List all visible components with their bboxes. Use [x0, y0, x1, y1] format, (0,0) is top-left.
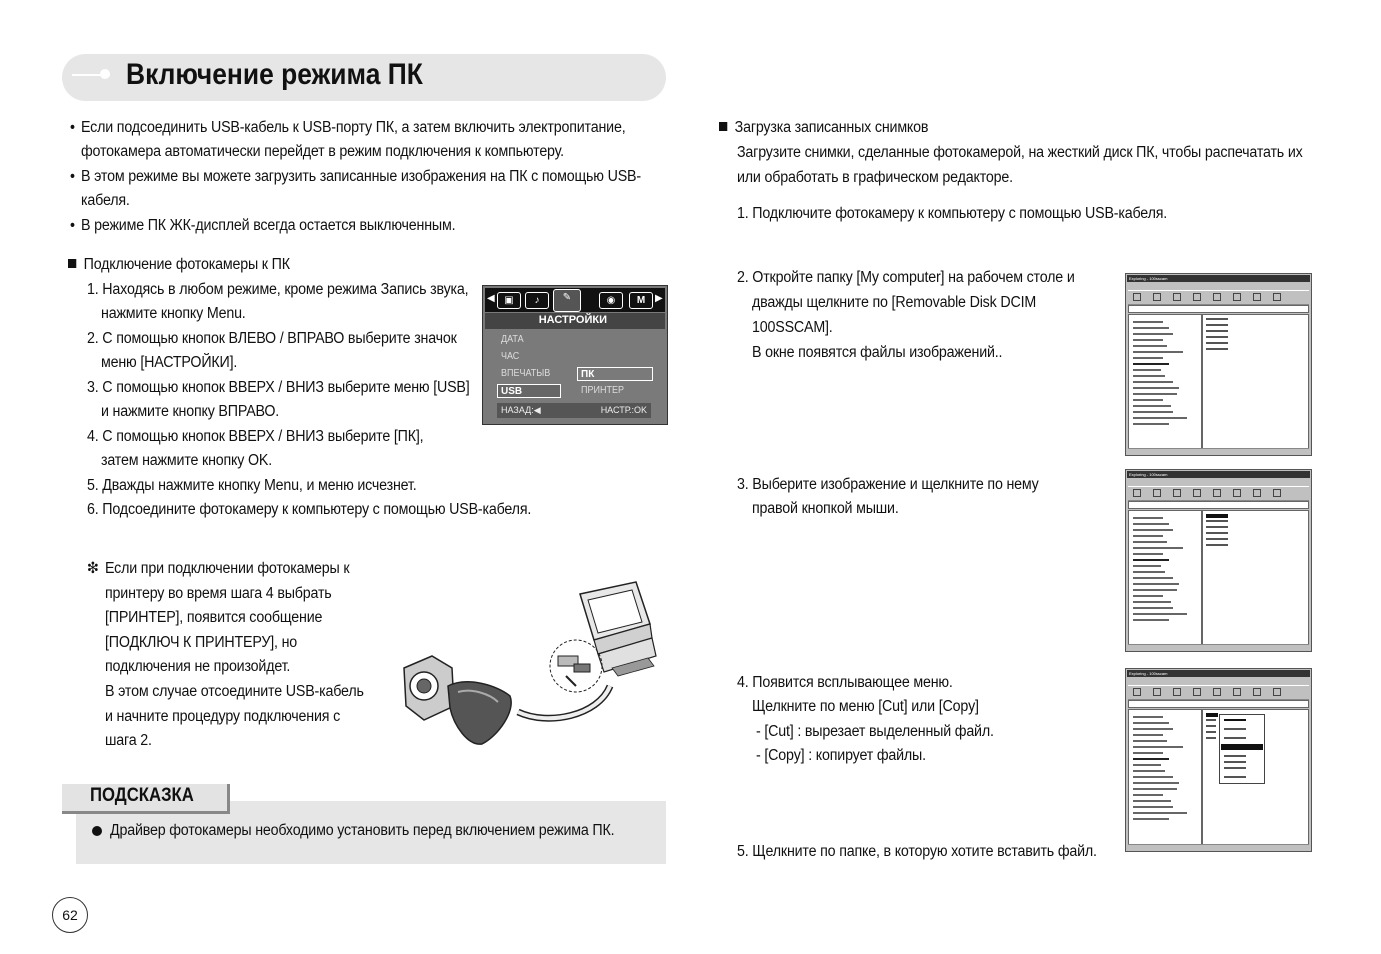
tab-left-arrow-icon: ◀: [487, 293, 495, 304]
settings-wrench-icon: ✎: [553, 289, 581, 312]
download-step-3-line-1: 3. Выберите изображение и щелкните по нему: [737, 476, 1039, 493]
download-heading-text: Загрузка записанных снимков: [734, 119, 929, 136]
tab-right-arrow-icon: ▶: [655, 293, 663, 304]
usb-plug-zoom-icon: [550, 640, 602, 692]
note-line-8: шага 2.: [105, 732, 152, 749]
intro-bullet-1-line-1: Если подсоединить USB-кабель к USB-порту ПК, а затем включить электропитание,: [81, 119, 626, 136]
hint-bullet-icon: [92, 826, 102, 836]
note-line-1: Если при подключении фотокамеры к: [105, 560, 350, 577]
step-3-line-1: 3. С помощью кнопок ВВЕРХ / ВНИЗ выберите меню [USB]: [87, 379, 470, 396]
footer-back: НАЗАД:◀: [501, 405, 541, 415]
note-line-6: В этом случае отсоедините USB-кабель: [105, 683, 364, 700]
download-step-2-line-3: 100SSCAM].: [752, 319, 833, 336]
download-intro-line-2: или обработать в графическом редакторе.: [737, 169, 1013, 186]
note-line-4: [ПОДКЛЮЧ К ПРИНТЕРУ], но: [105, 634, 298, 651]
menu-item-imprint: ВПЕЧАТЫВ: [501, 368, 551, 379]
note-line-2: принтеру во время шага 4 выбрать: [105, 585, 332, 602]
mode-m-tab-icon: M: [629, 292, 653, 309]
camera-menu-tabs: [485, 288, 665, 312]
connect-section-heading: [68, 253, 290, 278]
intro-bullet-2-line-2: кабеля.: [81, 192, 130, 209]
explorer-address-bar: [1128, 305, 1309, 313]
intro-bullet-marker: •: [70, 168, 75, 185]
explorer-title-bar: [1127, 670, 1310, 677]
explorer-title-text: Exploring - 100sscam: [1129, 472, 1168, 477]
step-3-line-2: и нажмите кнопку ВПРАВО.: [101, 403, 280, 420]
explorer-status-bar: [1128, 448, 1309, 454]
explorer-window-step-4: [1125, 668, 1312, 852]
camera-menu-header: [485, 313, 665, 329]
explorer-title-bar: [1127, 471, 1310, 478]
square-bullet-icon: [68, 259, 76, 268]
option-printer: ПРИНТЕР: [581, 385, 624, 396]
step-2-line-1: 2. С помощью кнопок ВЛЕВО / ВПРАВО выберите значок: [87, 330, 457, 347]
hand-holding-camera-icon: [448, 682, 511, 744]
explorer-toolbar: [1128, 486, 1309, 501]
step-4-line-2: затем нажмите кнопку OK.: [101, 452, 273, 469]
note-line-5: подключения не произойдет.: [105, 658, 291, 675]
explorer-file-list: [1202, 510, 1309, 645]
download-intro-line-1: Загрузите снимки, сделанные фотокамерой, на жесткий диск ПК, чтобы распечатать их: [737, 144, 1303, 161]
download-step-1: 1. Подключите фотокамеру к компьютеру с помощью USB-кабеля.: [737, 205, 1168, 222]
computer-monitor-icon: [580, 582, 656, 676]
menu-item-usb: USB: [497, 384, 561, 398]
explorer-menu-bar: [1128, 678, 1309, 684]
intro-bullet-3: В режиме ПК ЖК-дисплей всегда остается выключенным.: [81, 217, 456, 234]
download-step-4-line-2: Щелкните по меню [Cut] или [Copy]: [752, 698, 979, 715]
explorer-menu-bar: [1128, 283, 1309, 289]
step-2-line-2: меню [НАСТРОЙКИ].: [101, 354, 238, 371]
display-tab-icon: ▣: [497, 292, 521, 309]
context-menu: [1219, 714, 1265, 784]
explorer-folder-tree: [1128, 314, 1202, 449]
intro-bullet-2-line-1: В этом режиме вы можете загрузить записанные изображения на ПК с помощью USB-: [81, 168, 641, 185]
step-1-line-1: 1. Находясь в любом режиме, кроме режима Запись звука,: [87, 281, 469, 298]
explorer-title-bar: [1127, 275, 1310, 282]
hint-text: Драйвер фотокамеры необходимо установить перед включением режима ПК.: [110, 822, 615, 839]
explorer-folder-tree: [1128, 709, 1202, 845]
intro-bullet-1-line-2: фотокамера автоматически перейдет в режим подключения к компьютеру.: [81, 143, 564, 160]
connect-heading-text: Подключение фотокамеры к ПК: [83, 256, 290, 273]
explorer-window-step-3: [1125, 469, 1312, 652]
explorer-address-bar: [1128, 700, 1309, 708]
page-title: Включение режима ПК: [126, 58, 423, 91]
sound-tab-icon: ♪: [525, 292, 549, 309]
download-step-4-line-1: 4. Появится всплывающее меню.: [737, 674, 953, 691]
menu-item-time: ЧАС: [501, 351, 520, 362]
download-section-heading: [719, 116, 928, 141]
page-number: 62: [52, 897, 88, 933]
note-asterisk-icon: ❇: [87, 560, 99, 577]
download-step-3-line-2: правой кнопкой мыши.: [752, 500, 899, 517]
menu-item-date: ДАТА: [501, 334, 524, 345]
camera-menu-footer: [497, 403, 651, 418]
download-step-2-line-4: В окне появятся файлы изображений..: [752, 344, 1003, 361]
intro-bullet-marker: •: [70, 119, 75, 136]
explorer-address-bar: [1128, 501, 1309, 509]
explorer-title-text: Exploring - 100sscam: [1129, 276, 1168, 281]
option-pc: ПК: [577, 367, 653, 381]
square-bullet-icon: [719, 122, 727, 131]
camera-menu-header-text: НАСТРОЙКИ: [538, 314, 607, 326]
step-4-line-1: 4. С помощью кнопок ВВЕРХ / ВНИЗ выберите [ПК],: [87, 428, 424, 445]
step-6: 6. Подсоедините фотокамеру к компьютеру с помощью USB-кабеля.: [87, 501, 532, 518]
digital-camera-icon: [404, 656, 454, 720]
note-line-7: и начните процедуру подключения с: [105, 708, 341, 725]
intro-bullet-marker: •: [70, 217, 75, 234]
explorer-toolbar: [1128, 290, 1309, 305]
footer-ok: НАСТР.:OK: [600, 405, 647, 415]
step-5: 5. Дважды нажмите кнопку Menu, и меню исчезнет.: [87, 477, 417, 494]
explorer-menu-bar: [1128, 479, 1309, 485]
hint-label: ПОДСКАЗКА: [90, 785, 194, 806]
download-step-4-cut: - [Cut] : вырезает выделенный файл.: [756, 723, 994, 740]
camera-tab-icon: ◉: [599, 292, 623, 309]
explorer-title-text: Exploring - 100sscam: [1129, 671, 1168, 676]
explorer-file-list: [1202, 709, 1309, 845]
download-step-2-line-2: дважды щелкните по [Removable Disk DCIM: [752, 294, 1037, 311]
title-decoration-dot: [100, 69, 110, 79]
explorer-status-bar: [1128, 844, 1309, 850]
camera-settings-menu: [482, 285, 668, 425]
explorer-toolbar: [1128, 685, 1309, 700]
note-line-3: [ПРИНТЕР], появится сообщение: [105, 609, 323, 626]
camera-computer-illustration: [398, 576, 660, 748]
download-step-2-line-1: 2. Откройте папку [My computer] на рабочем столе и: [737, 269, 1075, 286]
explorer-window-step-2: [1125, 273, 1312, 456]
step-1-line-2: нажмите кнопку Menu.: [101, 305, 246, 322]
download-step-5: 5. Щелкните по папке, в которую хотите вставить файл.: [737, 843, 1097, 860]
explorer-folder-tree: [1128, 510, 1202, 645]
explorer-status-bar: [1128, 644, 1309, 650]
explorer-file-list: [1202, 314, 1309, 449]
download-step-4-copy: - [Copy] : копирует файлы.: [756, 747, 926, 764]
